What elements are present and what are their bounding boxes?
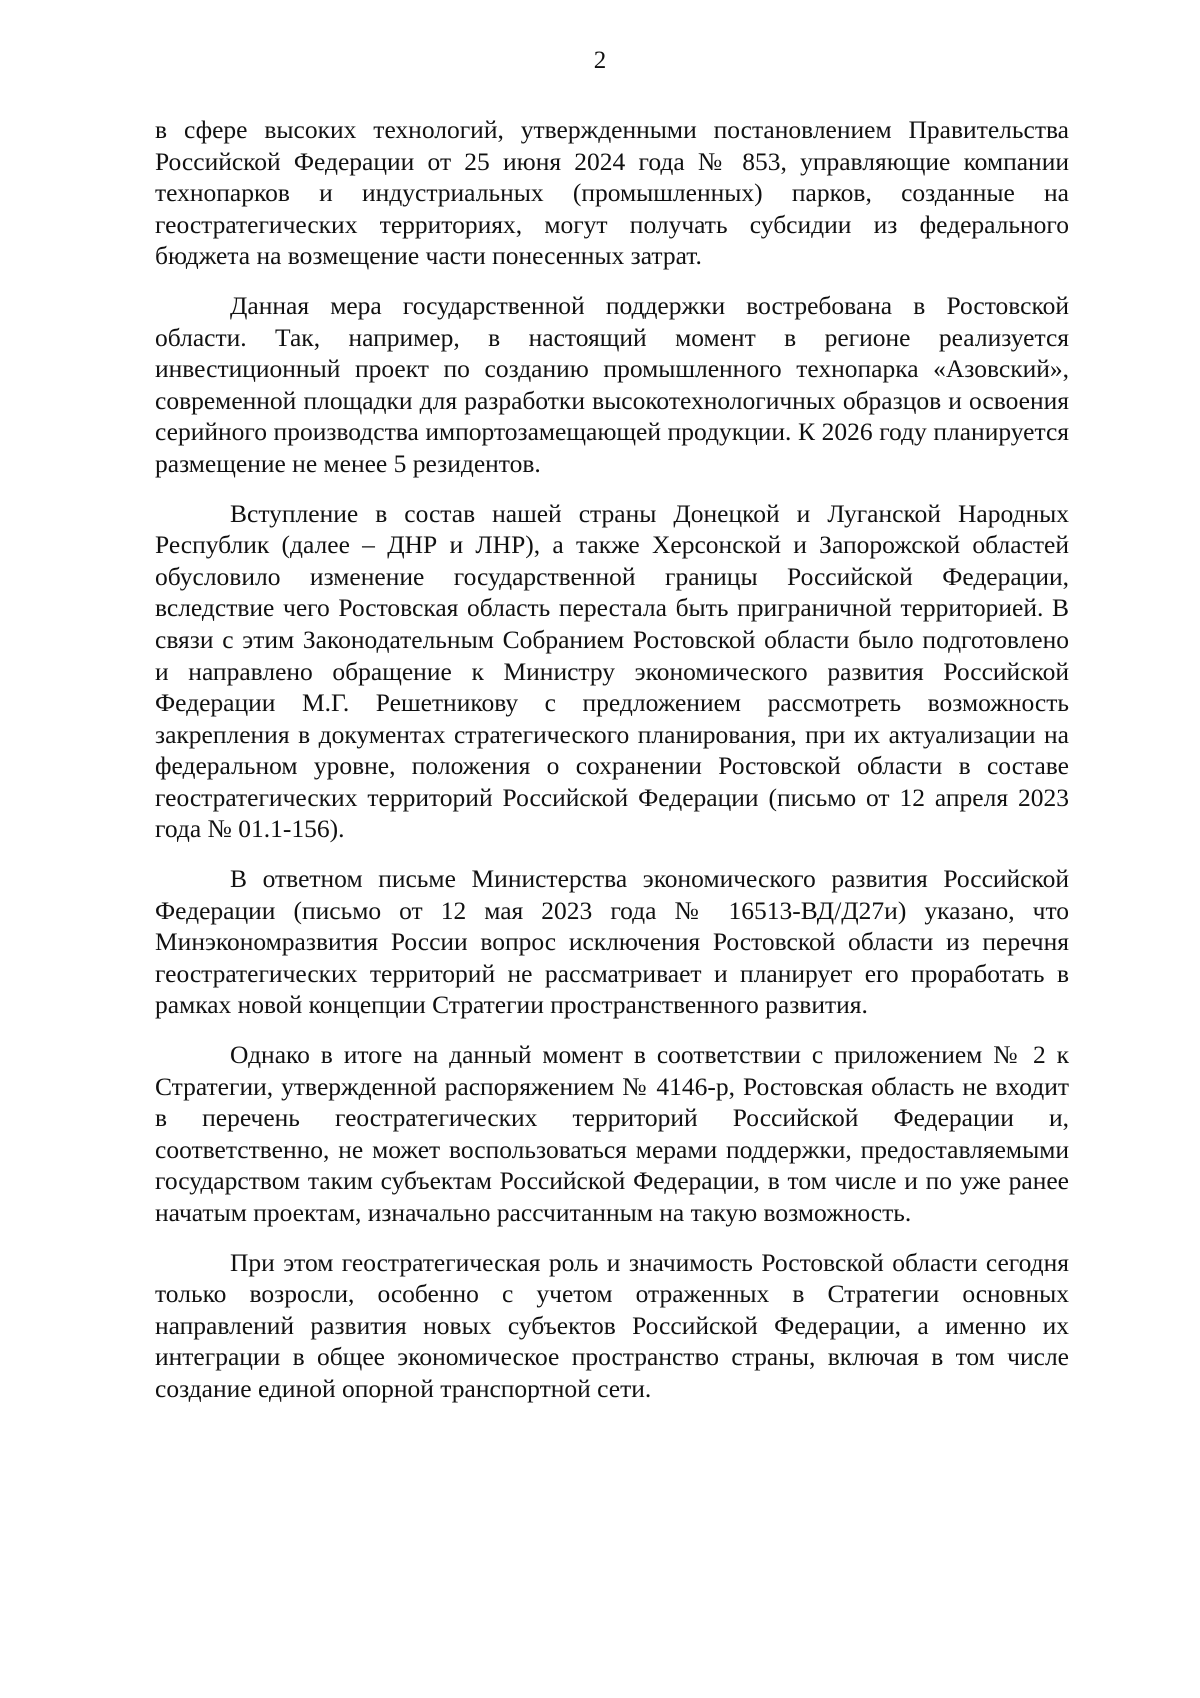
- paragraph-current-status: Однако в итоге на данный момент в соответствии с приложением № 2 к Стратегии, утвержденной распоряжением № 4146-р, Ростовская область не входит в перечень геостратегических территорий Российской Федерации и, соответственно, не может воспользоваться мерами поддержки, предоставляемыми государством таким субъектам Российской Федерации, в том числе и по уже ранее начатым проектам, изначально рассчитанным на такую возможность.: [155, 1040, 1069, 1227]
- paragraph-azovsky-technopark: Данная мера государственной поддержки востребована в Ростовской области. Так, например, в настоящий момент в регионе реализуется инвестиционный проект по созданию промышленного технопарка «Азовский», современной площадки для разработки высокотехнологичных образцов и освоения серийного производства импортозамещающей продукции. К 2026 году планируется размещение не менее 5 резидентов.: [155, 290, 1069, 478]
- paragraph-geostrategic-role: При этом геостратегическая роль и значимость Ростовской области сегодня только возросли, особенно с учетом отраженных в Стратегии основных направлений развития новых субъектов Российской Федерации, а именно их интеграции в общее экономическое пространство страны, включая в том числе создание единой опорной транспортной сети.: [155, 1247, 1069, 1403]
- paragraph-ministry-response: В ответном письме Министерства экономического развития Российской Федерации (письмо от 12 мая 2023 года № 16513-ВД/Д27и) указано, что Минэкономразвития России вопрос исключения Ростовской области из перечня геостратегических территорий не рассматривает и планирует его проработать в рамках новой концепции Стратегии пространственного развития.: [155, 864, 1069, 1020]
- paragraph-border-change-appeal: Вступление в состав нашей страны Донецкой и Луганской Народных Республик (далее – ДНР и ЛНР), а также Херсонской и Запорожской областей обусловило изменение государственной границы Российской Федерации, вследствие чего Ростовская область перестала быть приграничной территорией. В связи с этим Законодательным Собранием Ростовской области было подготовлено и направлено обращение к Министру экономического развития Российской Федерации М.Г. Решетникову с предложением рассмотреть возможность закрепления в документах стратегического планирования, при их актуализации на федеральном уровне, положения о сохранении Ростовской области в составе геостратегических территорий Российской Федерации (письмо от 12 апреля 2023 года № 01.1-156).: [155, 498, 1069, 844]
- page-number: 2: [593, 47, 607, 74]
- paragraph-continuation: в сфере высоких технологий, утвержденными постановлением Правительства Российской Федерации от 25 июня 2024 года № 853, управляющие компании технопарков и индустриальных (промышленных) парков, созданные на геостратегических территориях, могут получать субсидии из федерального бюджета на возмещение части понесенных затрат.: [155, 115, 1069, 271]
- document-body: [155, 114, 1069, 1423]
